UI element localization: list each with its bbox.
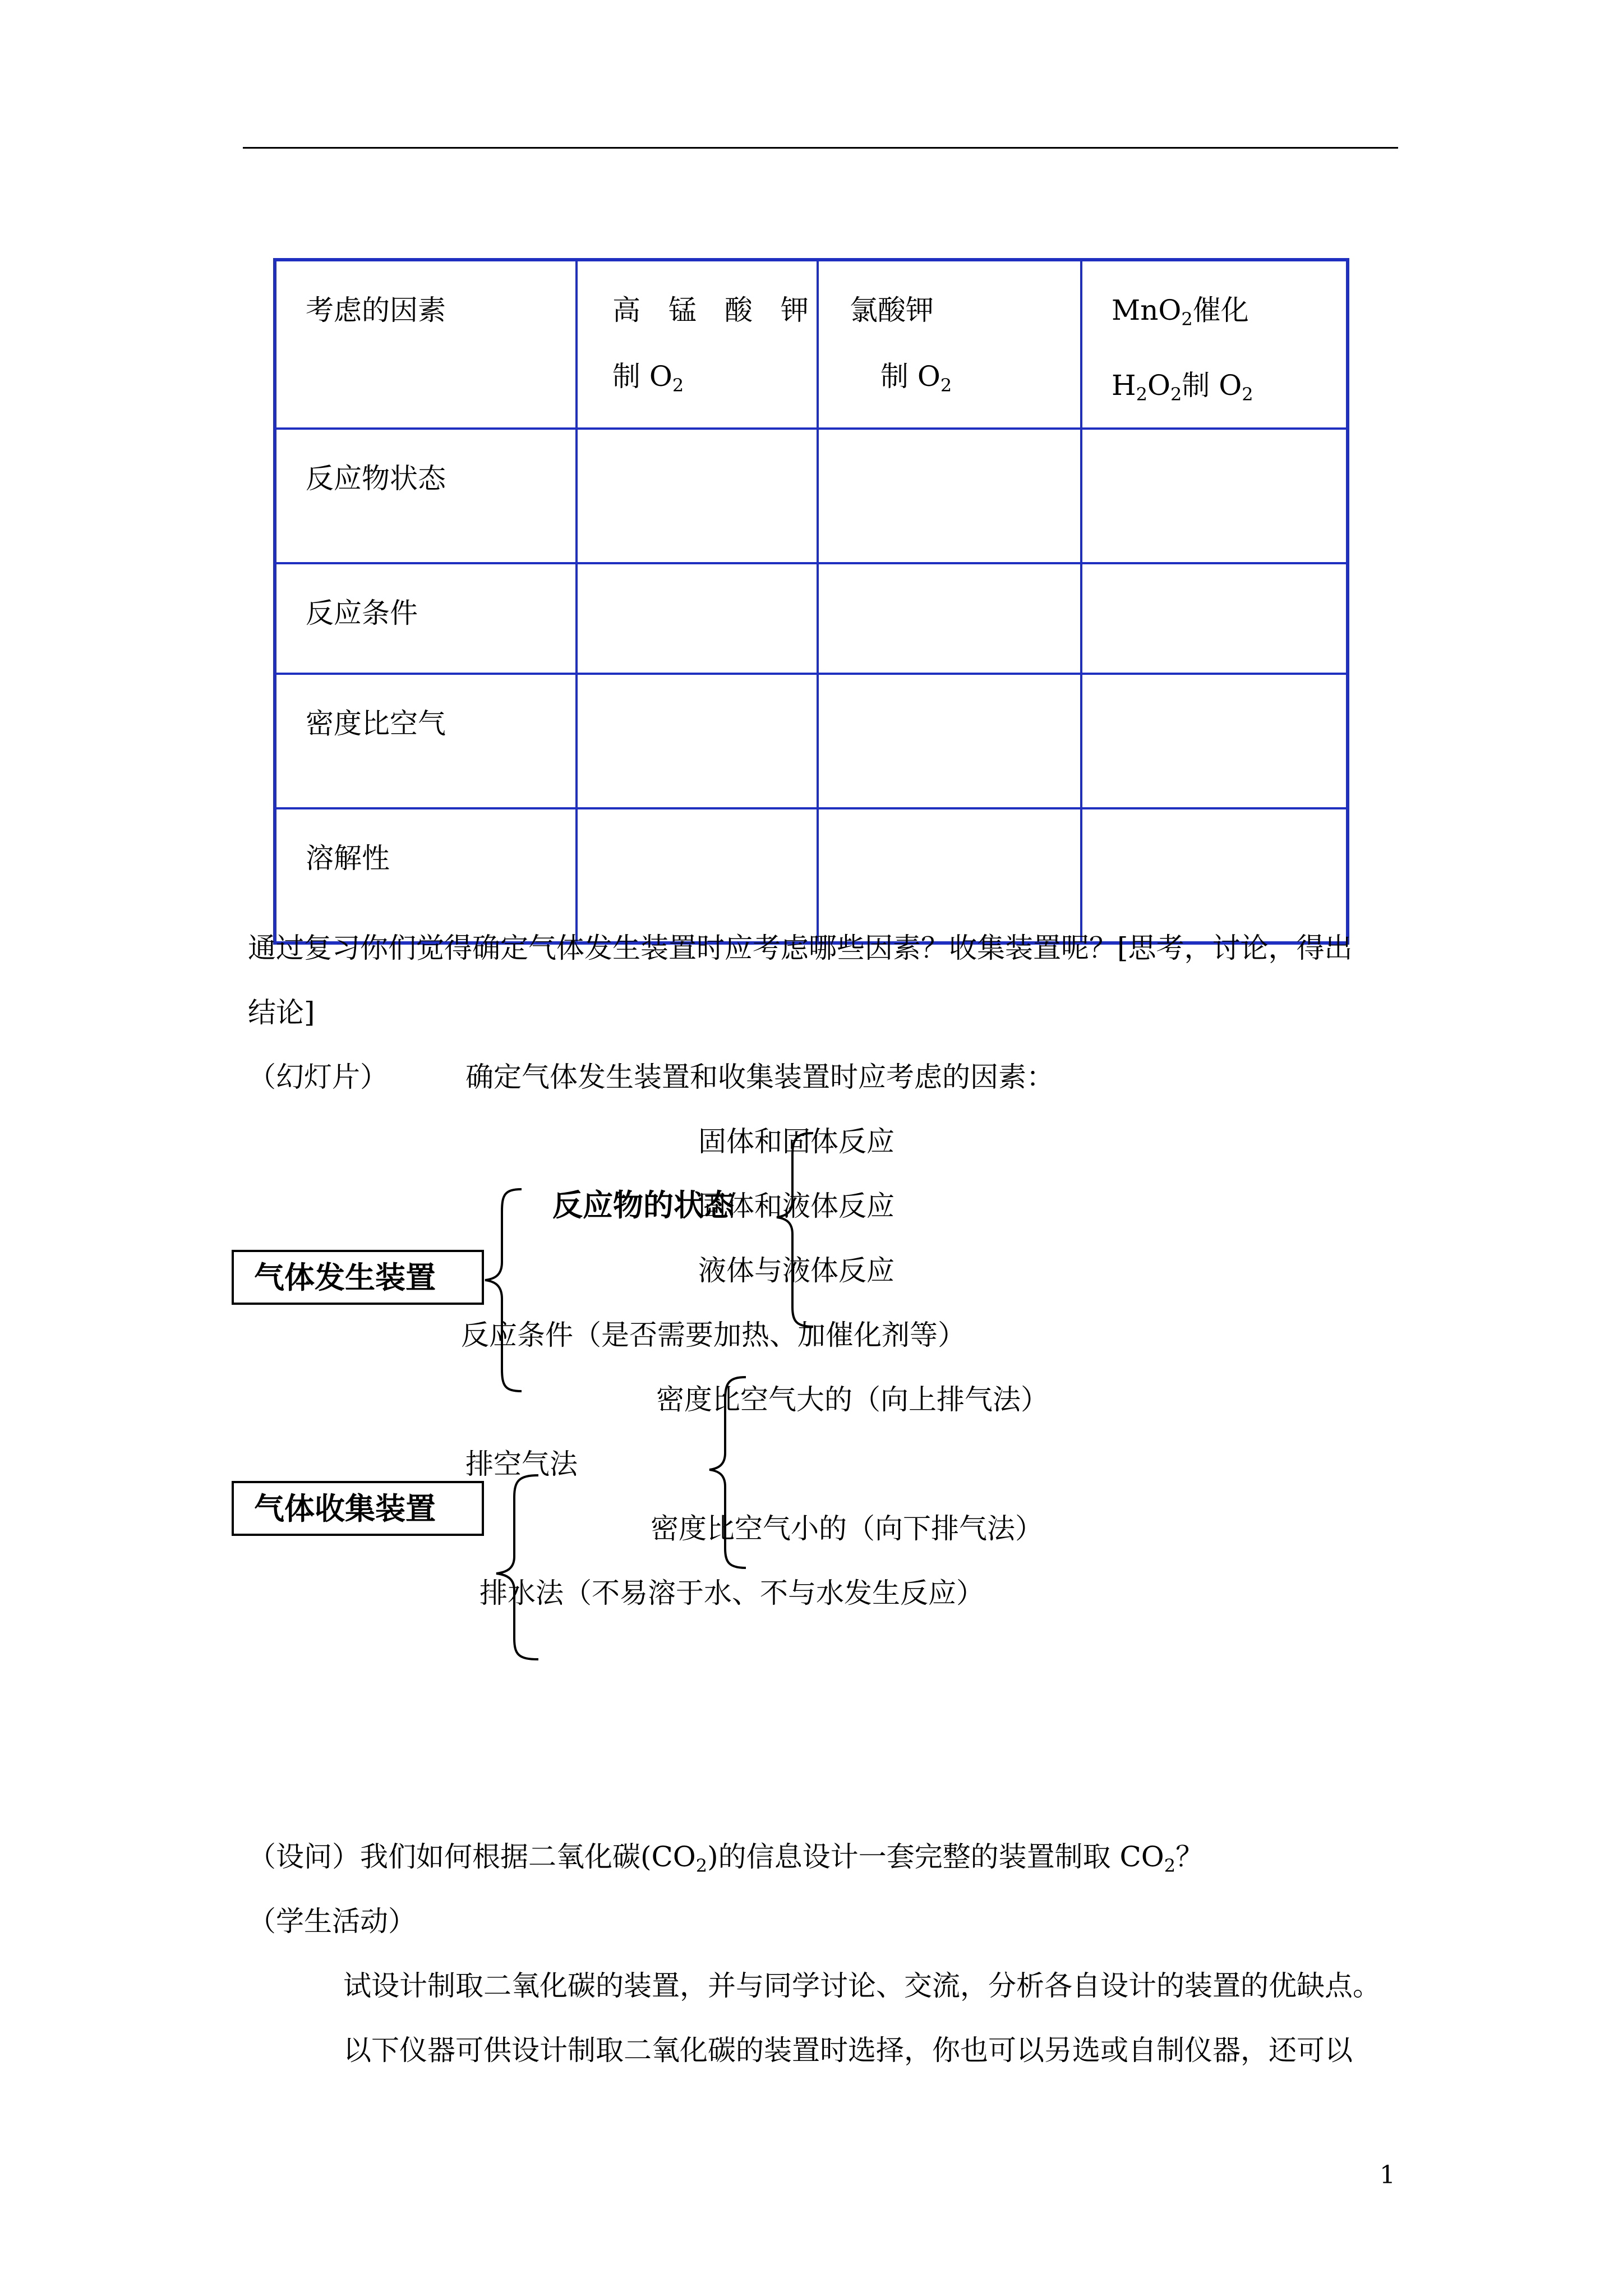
generation-device-box: 气体发生装置	[232, 1250, 484, 1305]
row-label: 密度比空气	[275, 674, 577, 808]
reactant-state-label: 反应物的状态	[552, 1187, 734, 1223]
activity-line1: 试设计制取二氧化碳的装置，并与同学讨论、交流，分析各自设计的装置的优缺点。	[343, 1970, 1381, 2002]
header-kclo3-line2: 制 $O_2$	[880, 360, 952, 396]
activity-label: （学生活动）	[248, 1905, 416, 1938]
header-h2o2-line1: MnO$_2$催化	[1112, 294, 1249, 330]
air-brace	[709, 1377, 746, 1568]
state-option-2: 固体和液体反应	[698, 1190, 895, 1222]
header-cell-factor: 考虑的因素	[275, 260, 577, 429]
row-label: 溶解性	[275, 808, 577, 943]
slide-title: 确定气体发生装置和收集装置时应考虑的因素：	[465, 1061, 1054, 1093]
air-up-method: 密度比空气大的（向上排气法）	[656, 1383, 1049, 1416]
header-kmno4-line2: 制 $O_2$	[612, 360, 684, 396]
air-down-method: 密度比空气小的（向下排气法）	[651, 1512, 1043, 1545]
state-option-1: 固体和固体反应	[698, 1125, 895, 1158]
collection-device-box: 气体收集装置	[232, 1481, 484, 1536]
design-question: （设问）我们如何根据二氧化碳$(CO_2)$的信息设计一套完整的装置制取 $CO_2$？	[248, 1841, 1204, 1876]
slide-label: （幻灯片）	[248, 1061, 388, 1093]
row-label: 反应物状态	[275, 429, 577, 563]
header-kclo3-line1: 氯酸钾	[850, 294, 934, 326]
page-number: 1	[1380, 2161, 1395, 2189]
collection-brace	[496, 1475, 538, 1659]
water-method: 排水法（不易溶于水、不与水发生反应）	[479, 1577, 984, 1609]
activity-line2: 以下仪器可供设计制取二氧化碳的装置时选择，你也可以另选或自制仪器，还可以	[343, 2034, 1353, 2067]
para1-line1: 通过复习你们觉得确定气体发生装置时应考虑哪些因素？收集装置呢？[思考，讨论，得出	[248, 932, 1353, 964]
header-h2o2-line2: $H_2O_2$制 $O_2$	[1112, 369, 1253, 405]
state-brace	[777, 1133, 813, 1327]
row-label: 反应条件	[275, 563, 577, 674]
para1-line2: 结论]	[248, 996, 315, 1029]
state-option-3: 液体与液体反应	[698, 1254, 895, 1287]
generation-brace	[485, 1189, 522, 1391]
air-displacement-method: 排空气法	[465, 1448, 578, 1480]
header-kmno4-line1: 高 锰 酸 钾	[612, 294, 809, 326]
reaction-condition: 反应条件（是否需要加热、加催化剂等）	[461, 1319, 966, 1351]
